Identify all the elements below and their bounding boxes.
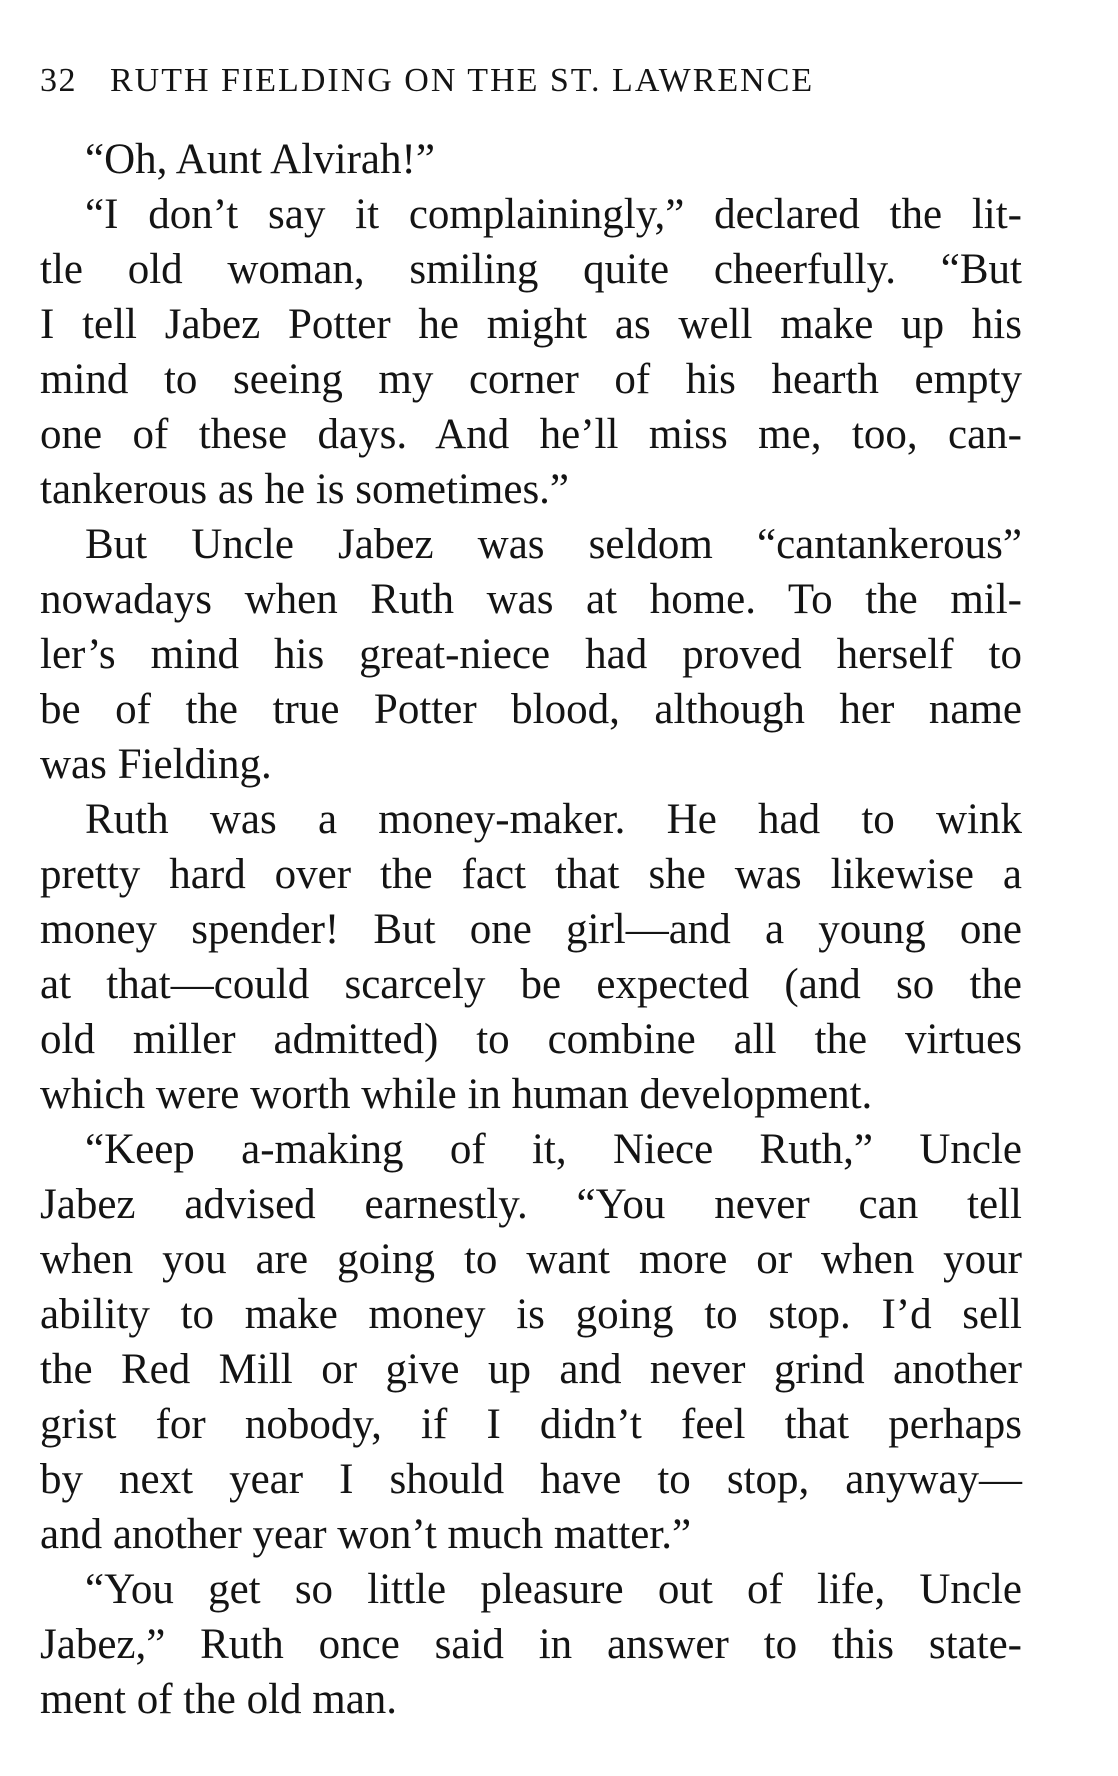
paragraph (40, 1122, 1022, 1562)
paragraph (40, 1562, 1022, 1727)
text-line: was Fielding. (40, 741, 272, 788)
text-line: I tell Jabez Potter he might as well make up his (40, 301, 1022, 348)
text-line: money spender! But one girl—and a young one (40, 906, 1022, 953)
text-line: Ruth was a money-maker. He had to wink (85, 796, 1022, 843)
text-line: which were worth while in human development. (40, 1071, 873, 1118)
text-line: and another year won’t much matter.” (40, 1511, 692, 1558)
text-line: “I don’t say it complainingly,” declared the lit- (85, 191, 1022, 238)
text-line: ability to make money is going to stop. I’d sell (40, 1291, 1022, 1338)
text-line: Jabez,” Ruth once said in answer to this state- (40, 1621, 1022, 1668)
paragraph (40, 792, 1022, 1122)
text-line: tankerous as he is sometimes.” (40, 466, 570, 513)
text-line: pretty hard over the fact that she was likewise a (40, 851, 1022, 898)
text-line: tle old woman, smiling quite cheerfully. “But (40, 246, 1022, 293)
book-title: RUTH FIELDING ON THE ST. LAWRENCE (110, 62, 815, 99)
text-line: when you are going to want more or when your (40, 1236, 1022, 1283)
text-line: ler’s mind his great-niece had proved herself to (40, 631, 1022, 678)
text-line: nowadays when Ruth was at home. To the mil- (40, 576, 1022, 623)
text-line: be of the true Potter blood, although her name (40, 686, 1022, 733)
text-line: mind to seeing my corner of his hearth empty (40, 356, 1022, 403)
text-line: the Red Mill or give up and never grind another (40, 1346, 1022, 1393)
page-number: 32 (40, 62, 77, 99)
text-line: “Keep a-making of it, Niece Ruth,” Uncle (85, 1126, 1022, 1173)
text-line: Jabez advised earnestly. “You never can tell (40, 1181, 1022, 1228)
text-line: old miller admitted) to combine all the virtues (40, 1016, 1022, 1063)
text-line: by next year I should have to stop, anyway— (40, 1456, 1022, 1503)
body-text (40, 132, 1022, 1727)
paragraph (40, 517, 1022, 792)
text-line: ment of the old man. (40, 1676, 398, 1723)
paragraph (40, 132, 1022, 187)
text-line: “Oh, Aunt Alvirah!” (85, 136, 435, 183)
text-line: “You get so little pleasure out of life, Uncle (85, 1566, 1022, 1613)
paragraph (40, 187, 1022, 517)
text-line: But Uncle Jabez was seldom “cantankerous” (85, 521, 1022, 568)
running-head (40, 62, 1040, 112)
text-line: one of these days. And he’ll miss me, too, can- (40, 411, 1022, 458)
text-line: grist for nobody, if I didn’t feel that perhaps (40, 1401, 1022, 1448)
text-line: at that—could scarcely be expected (and so the (40, 961, 1022, 1008)
